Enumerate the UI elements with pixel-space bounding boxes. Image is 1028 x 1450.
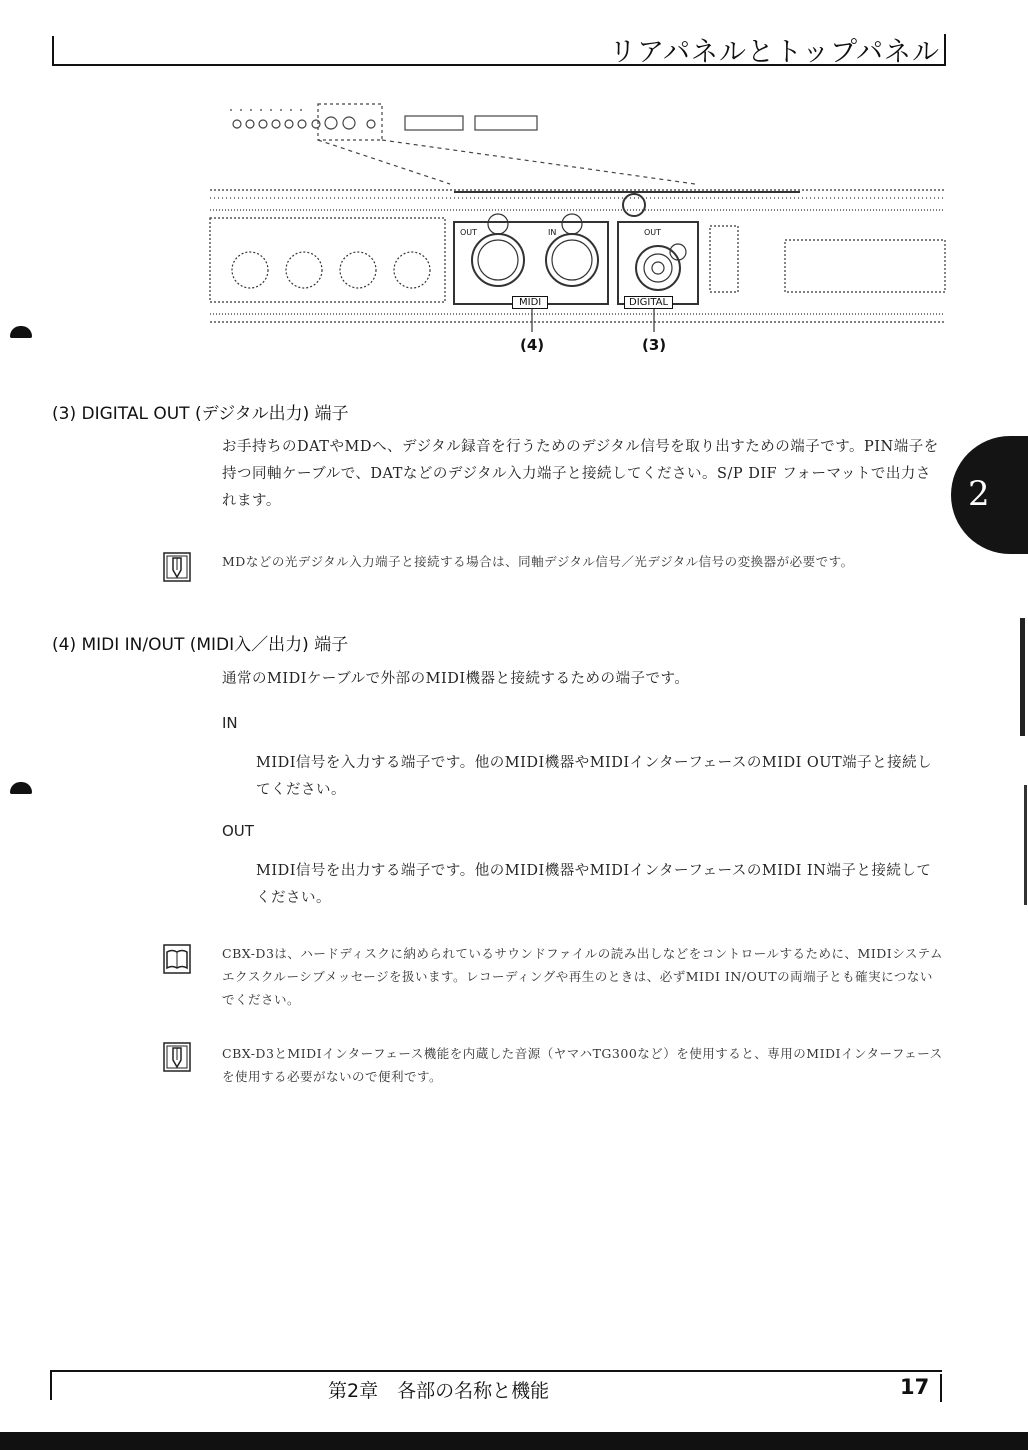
midi-in-label: IN <box>548 228 557 237</box>
digital-panel-label: DIGITAL <box>624 296 673 309</box>
section-3-body: お手持ちのDATやMDへ、デジタル録音を行うためのデジタル信号を取り出すための端子です。PIN端子を持つ同軸ケーブルで、DATなどのデジタル入力端子と接続してください。S/P DIF フォーマットで出力されます。 <box>222 439 939 509</box>
midi-out-label: OUT <box>460 228 478 237</box>
footer-rule-right <box>940 1374 942 1402</box>
footer-rule <box>50 1370 942 1372</box>
header-rule-left <box>52 36 54 66</box>
in-subheading: IN <box>222 714 238 732</box>
side-bar <box>1024 785 1027 905</box>
footer-chapter-title: 第2章 各部の名称と機能 <box>328 1380 550 1402</box>
callout-3: (3) <box>642 336 667 354</box>
pencil-note-icon <box>163 1042 191 1072</box>
margin-mark <box>10 782 32 794</box>
out-subheading: OUT <box>222 822 254 840</box>
scan-edge-band <box>0 1432 1028 1450</box>
header-rule-right <box>944 34 946 66</box>
rear-panel-illustration <box>200 92 950 362</box>
margin-mark <box>10 326 32 338</box>
rear-panel-figure <box>200 92 950 362</box>
page-number: 17 <box>900 1375 930 1399</box>
section-4-note-2: CBX-D3とMIDIインターフェース機能を内蔵した音源（ヤマハTG300など）を使用すると、専用のMIDIインターフェースを使用する必要がないので便利です。 <box>222 1046 943 1084</box>
page-title: リアパネルとトップパネル <box>609 37 940 68</box>
section-3-note: MDなどの光デジタル入力端子と接続する場合は、同軸デジタル信号／光デジタル信号の変換器が必要です。 <box>222 554 854 569</box>
footer-rule-left <box>50 1370 52 1400</box>
in-body: MIDI信号を入力する端子です。他のMIDI機器やMIDIインターフェースのMIDI OUT端子と接続してください。 <box>256 755 933 798</box>
digital-out-label: OUT <box>644 228 662 237</box>
midi-panel-label: MIDI <box>512 296 548 309</box>
section-4-body: 通常のMIDIケーブルで外部のMIDI機器と接続するための端子です。 <box>222 671 690 687</box>
out-body: MIDI信号を出力する端子です。他のMIDI機器やMIDIインターフェースのMIDI IN端子と接続してください。 <box>256 863 932 906</box>
book-note-icon <box>163 944 191 974</box>
callout-4: (4) <box>520 336 545 354</box>
side-bar <box>1020 618 1025 736</box>
section-4-note-1: CBX-D3は、ハードディスクに納められているサウンドファイルの読み出しなどをコントロールするために、MIDIシステムエクスクルーシブメッセージを扱います。レコーディングや再生のときは、必ずMIDI IN/OUTの両端子とも確実につないでください。 <box>222 946 943 1007</box>
section-4-heading: (4) MIDI IN/OUT (MIDI入／出力) 端子 <box>52 635 349 655</box>
pencil-note-icon <box>163 552 191 582</box>
chapter-tab-number: 2 <box>968 474 990 514</box>
section-3-heading: (3) DIGITAL OUT (デジタル出力) 端子 <box>52 404 349 424</box>
